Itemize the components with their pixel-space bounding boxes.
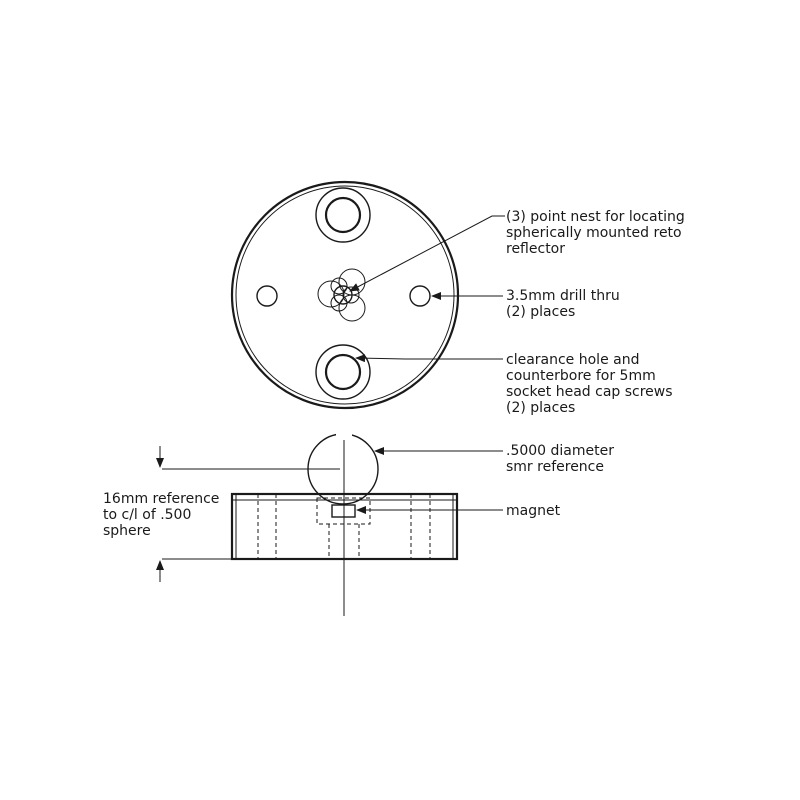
clearance-callout: clearance hole and counterbore for 5mm socket head cap screws (2) places (506, 352, 673, 416)
disc-inner-edge (236, 186, 454, 404)
magnet-callout: magnet (506, 503, 561, 519)
counterbore-bottom (316, 345, 370, 399)
drill-hole-left (257, 286, 277, 306)
side-view (160, 434, 457, 616)
top-view (232, 182, 458, 408)
reference-callout: 16mm reference to c/l of .500 sphere (103, 491, 220, 539)
drill-hole-right (410, 286, 430, 306)
leader-lines (350, 216, 505, 510)
diameter-callout: .5000 diameter smr reference (506, 443, 614, 475)
hidden-screw-hole-right (411, 494, 430, 559)
disc-outer-edge (232, 182, 458, 408)
drill-callout: 3.5mm drill thru (2) places (506, 288, 620, 320)
nest-callout: (3) point nest for locating spherically mounted reto reflector (506, 209, 685, 257)
three-point-nest (318, 269, 365, 321)
hidden-screw-hole-left (258, 494, 276, 559)
counterbore-top (316, 188, 370, 242)
